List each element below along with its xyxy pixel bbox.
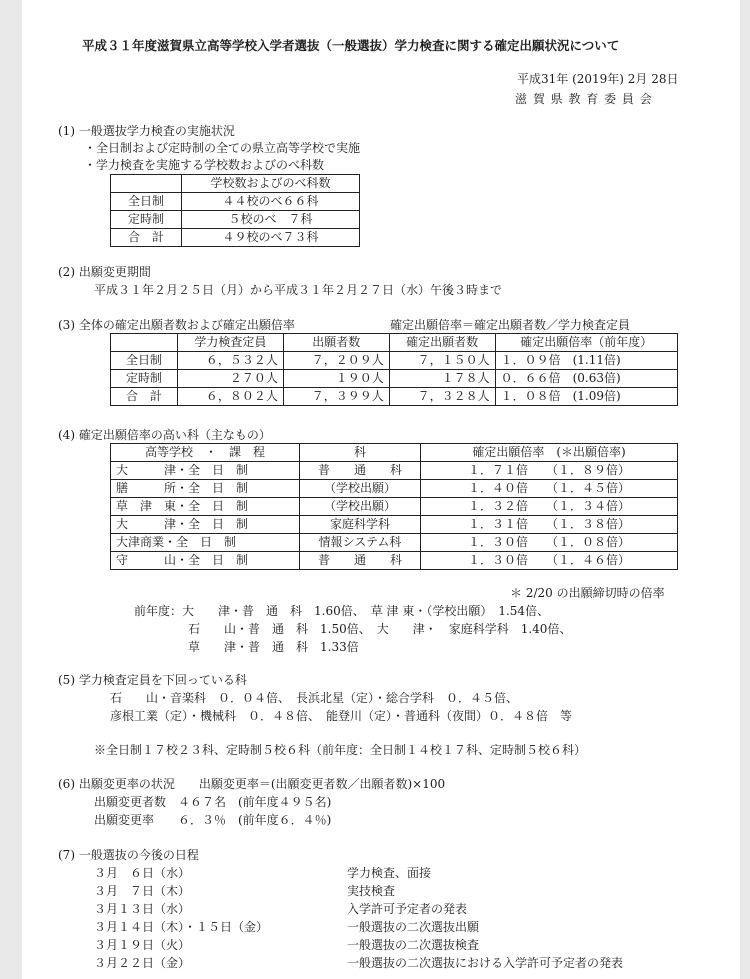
section-5-line-2: 彦根工業（定）・機械科 ０．４８倍、 能登川（定）・普通科（夜間）０．４８倍 等 [110,709,573,723]
table-row: 全日制 ４４校のべ６６科 [111,193,360,211]
section-4-footnote: ＊ 2/20 の出願締切時の倍率 [510,586,665,600]
table-row: 膳 所・全 日 制 （学校出願） １．４０倍 （１．４５倍） [111,480,678,498]
section-2-heading: (2) 出願変更期間 [58,265,151,279]
schedule-date: ３月 ７日（木） [94,884,191,898]
table-row: 草 津 東・全 日 制 （学校出願） １．３２倍 （１．３４倍） [111,498,678,516]
section-4-prev-line-1: 前年度：大 津・普 通 科 1.60倍、 草 津 東・（学校出願） 1.54倍、 [134,604,550,618]
section-4-table [110,443,678,570]
section-6-line-1: 出願変更者数 ４６７名 (前年度４９５名) [94,795,332,809]
table-row: 全日制 ６，５３２人 ７，２０９人 ７，１５０人 １．０９倍 (1.11倍) [111,352,678,370]
section-5-note: ※全日制１７校２３科、定時制５校６科（前年度：全日制１４校１７科、定時制５校６科） [94,743,587,757]
schedule-date: ３月 ６日（水） [94,866,191,880]
section-5-line-1: 石 山・音楽科 ０．０４倍、 長浜北星（定）・総合学科 ０．４５倍、 [110,691,519,705]
document-issuer: 滋 賀 県 教 育 委 員 会 [515,92,653,106]
document-date: 平成31年 (2019年) 2月 28日 [517,72,679,86]
schedule-event: 一般選抜の二次選抜検査 [347,938,480,952]
section-5-heading: (5) 学力検査定員を下回っている科 [58,673,247,687]
section-1-bullet-1: ・全日制および定時制の全ての県立高等学校で実施 [84,141,361,155]
document-title: 平成３１年度滋賀県立高等学校入学者選抜（一般選抜）学力検査に関する確定出願状況について [82,38,620,53]
schedule-event: 一般選抜の二次選抜における入学許可予定者の発表 [347,956,624,970]
section-3-heading: (3) 全体の確定出願者数および確定出願倍率 [58,318,295,332]
section-1-table [110,174,360,247]
section-6-heading: (6) 出願変更率の状況 出願変更率＝(出願変更者数／出願者数)×100 [58,777,446,791]
schedule-event: 学力検査、面接 [347,866,432,880]
table-row: 合 計 ４９校のべ７３科 [111,229,360,247]
section-1-heading: (1) 一般選抜学力検査の実施状況 [58,124,235,138]
table-row: 大津商業・全 日 制 情報システム科 １．３０倍 （１．０８倍） [111,534,678,552]
schedule-date: ３月１３日（水） [94,902,191,916]
section-4-prev-line-2: 石 山・普 通 科 1.50倍、 大 津・ 家庭科学科 1.40倍、 [188,622,572,636]
table-row: 高等学校 ・ 課 程 科 確定出願倍率 (＊出願倍率) [111,444,678,462]
table-row: 学力検査定員 出願者数 確定出願者数 確定出願倍率（前年度） [111,334,678,352]
section-4-heading: (4) 確定出願倍率の高い科（主なもの） [58,428,271,442]
schedule-date: ３月１４日（木）・１５日（金） [94,920,269,934]
table-row: 定時制 ５校のべ ７科 [111,211,360,229]
section-3-table [110,333,678,406]
schedule-date: ３月２２日（金） [94,956,191,970]
section-2-text: 平成３１年２月２５日（月）から平成３１年２月２７日（水）午後３時まで [94,283,503,297]
section-4-prev-line-3: 草 津・普 通 科 1.33倍 [188,640,359,654]
schedule-event: 入学許可予定者の発表 [347,902,468,916]
table-row: 定時制 ２７０人 １９０人 １７８人 ０．６６倍 (0.63倍) [111,370,678,388]
table-row [111,175,360,193]
section-6-line-2: 出願変更率 ６．３％ (前年度６．４％) [94,813,332,827]
table-header: 学校数およびのべ科数 [182,175,360,193]
section-1-bullet-2: ・学力検査を実施する学校数およびのべ科数 [84,158,325,172]
table-row: 大 津・全 日 制 家庭科学科 １．３１倍 （１．３８倍） [111,516,678,534]
schedule-event: 実技検査 [347,884,396,898]
section-3-note: 確定出願倍率＝確定出願者数／学力検査定員 [390,318,631,332]
table-row: 守 山・全 日 制 普 通 科 １．３０倍 （１．４６倍） [111,552,678,570]
table-row: 合 計 ６，８０２人 ７，３９９人 ７，３２８人 １．０８倍 (1.09倍) [111,388,678,406]
schedule-date: ３月１９日（火） [94,938,191,952]
section-7-heading: (7) 一般選抜の今後の日程 [58,848,199,862]
table-row: 大 津・全 日 制 普 通 科 １．７１倍 （１．８９倍） [111,462,678,480]
schedule-event: 一般選抜の二次選抜出願 [347,920,480,934]
document-page [22,0,740,979]
